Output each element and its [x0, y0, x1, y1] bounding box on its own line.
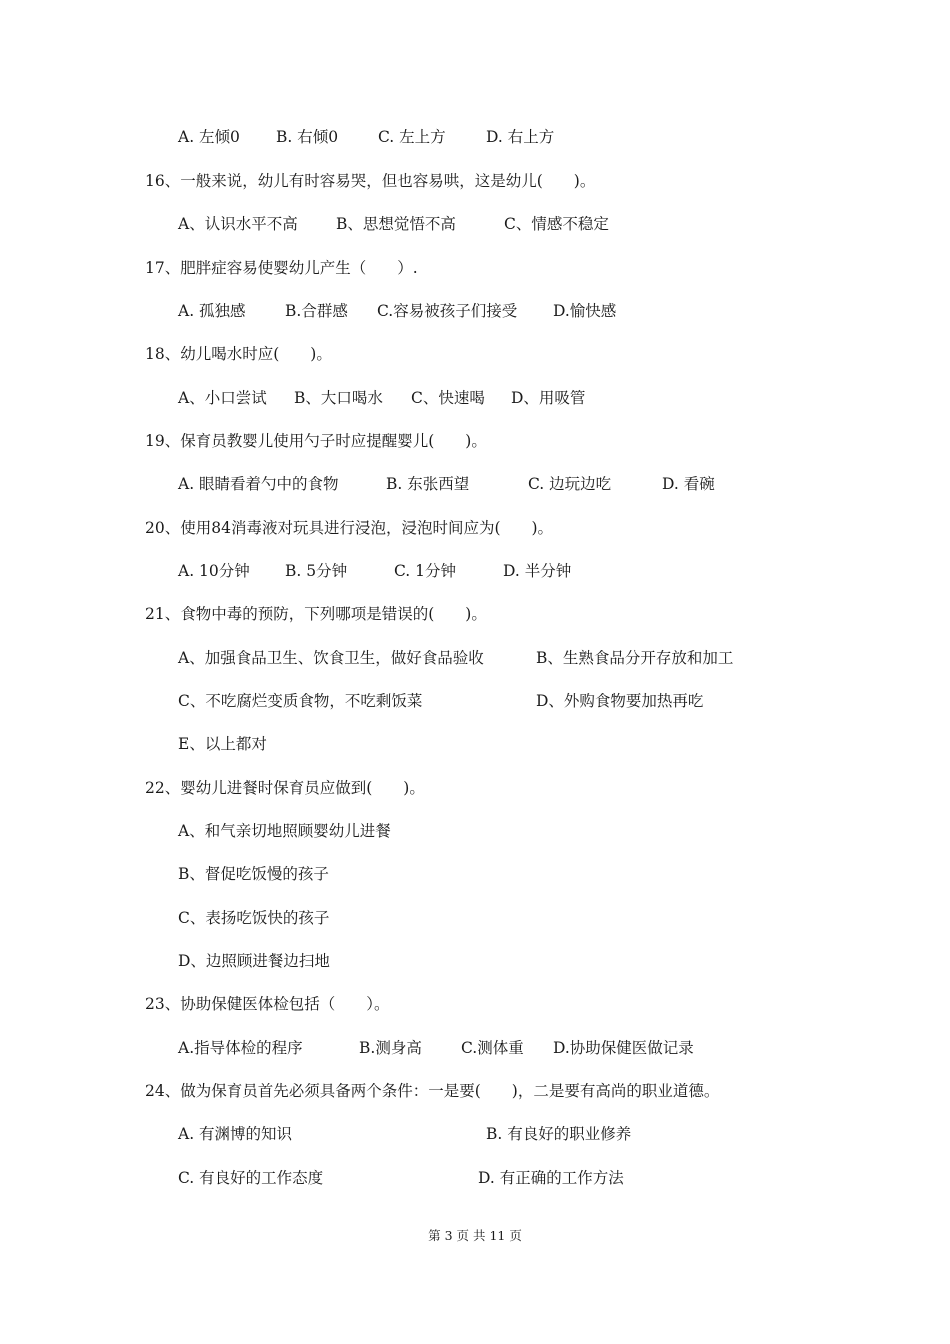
option-b: B. 右倾0 [276, 128, 339, 146]
option-d: D. 右上方 [486, 128, 555, 146]
option-d: D.协助保健医做记录 [553, 1039, 694, 1057]
option-a: A. 眼睛看着勺中的食物 [178, 475, 339, 493]
option-a: A.指导体检的程序 [178, 1039, 303, 1057]
option-a: A、加强食品卫生、饮食卫生，做好食品验收 [178, 649, 484, 667]
option-d: D. 有正确的工作方法 [478, 1169, 624, 1187]
option-a: A. 孤独感 [178, 302, 246, 320]
option-a: A、和气亲切地照顾婴幼儿进餐 [178, 822, 391, 840]
option-c: C、不吃腐烂变质食物，不吃剩饭菜 [178, 692, 423, 710]
question-23: 23、协助保健医体检包括（ ）。 [145, 995, 390, 1013]
question-19: 19、保育员教婴儿使用勺子时应提醒婴儿( )。 [145, 432, 487, 450]
question-22: 22、婴幼儿进餐时保育员应做到( )。 [145, 779, 425, 797]
option-a: A. 10分钟 [178, 562, 250, 580]
option-a: A、小口尝试 [178, 389, 267, 407]
option-e: E、以上都对 [178, 735, 267, 753]
option-a: A. 有渊博的知识 [178, 1125, 293, 1143]
option-b: B. 5分钟 [285, 562, 348, 580]
question-17: 17、肥胖症容易使婴幼儿产生（ ）. [145, 259, 418, 277]
page-footer: 第 3 页 共 11 页 [428, 1228, 522, 1243]
question-20: 20、使用84消毒液对玩具进行浸泡，浸泡时间应为( )。 [145, 519, 554, 537]
option-b: B.测身高 [359, 1039, 422, 1057]
option-b: B、思想觉悟不高 [336, 215, 456, 233]
question-24: 24、做为保育员首先必须具备两个条件：一是要( )，二是要有高尚的职业道德。 [145, 1082, 720, 1100]
option-a: A. 左倾0 [178, 128, 240, 146]
question-21: 21、食物中毒的预防，下列哪项是错误的( )。 [145, 605, 487, 623]
option-c: C. 边玩边吃 [528, 475, 612, 493]
option-c: C、快速喝 [411, 389, 485, 407]
option-b: B、大口喝水 [294, 389, 383, 407]
question-16: 16、一般来说，幼儿有时容易哭，但也容易哄，这是幼儿( )。 [145, 172, 596, 190]
option-d: D、外购食物要加热再吃 [536, 692, 704, 710]
option-b: B、督促吃饭慢的孩子 [178, 865, 329, 883]
option-c: C. 左上方 [378, 128, 446, 146]
option-b: B. 东张西望 [386, 475, 470, 493]
option-d: D. 看碗 [662, 475, 715, 493]
option-d: D、用吸管 [511, 389, 586, 407]
option-c: C. 有良好的工作态度 [178, 1169, 324, 1187]
option-c: C、情感不稳定 [504, 215, 609, 233]
option-b: B.合群感 [285, 302, 348, 320]
option-b: B. 有良好的职业修养 [486, 1125, 632, 1143]
option-b: B、生熟食品分开存放和加工 [536, 649, 734, 667]
option-d: D. 半分钟 [503, 562, 572, 580]
option-c: C. 1分钟 [394, 562, 457, 580]
option-d: D.愉快感 [553, 302, 617, 320]
option-a: A、认识水平不高 [178, 215, 298, 233]
option-c: C.测体重 [461, 1039, 524, 1057]
option-d: D、边照顾进餐边扫地 [178, 952, 330, 970]
option-c: C、表扬吃饭快的孩子 [178, 909, 330, 927]
question-18: 18、幼儿喝水时应( )。 [145, 345, 332, 363]
option-c: C.容易被孩子们接受 [377, 302, 518, 320]
